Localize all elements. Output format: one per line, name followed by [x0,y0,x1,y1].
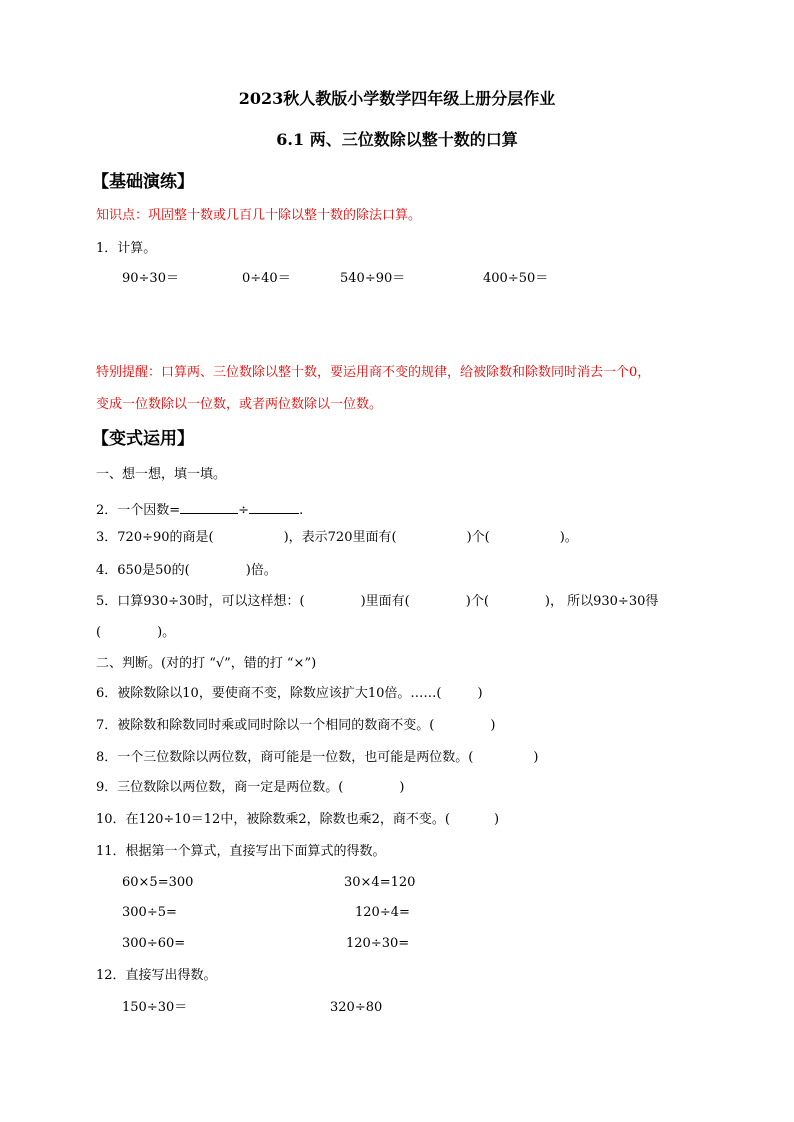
q1-item-3: 540÷90＝ [340,271,406,286]
section-heading-variant: 【变式运用】 [92,429,194,449]
question-6 [96,685,483,703]
question-4 [96,562,277,580]
q4-text-a: 4．650是50的( [96,563,190,578]
q7-text: 7．被除数和除数同时乘或同时除以一个相同的数商不变。( [96,718,435,733]
q2-text-c: . [299,503,304,518]
q2-blank-2[interactable] [249,499,299,514]
question-8 [96,749,538,767]
q3-text-b: )，表示720里面有( [283,530,397,545]
q11-left-2: 300÷5= [122,905,177,920]
question-3 [96,529,578,547]
q1-item-4: 400÷50＝ [483,271,549,286]
q7-close: ) [490,718,496,733]
q5-text-d: )， 所以930÷30得 [544,594,659,609]
q3-text-c: )个( [466,530,490,545]
q11-left-1: 60×5=300 [122,875,194,890]
question-12-label: 12．直接写出得数。 [96,968,217,983]
q5-text-e: ( [96,625,102,640]
q6-text: 6．被除数除以10，要使商不变，除数应该扩大10倍。……( [96,686,442,701]
q3-text-a: 3．720÷90的商是( [96,530,214,545]
question-5 [96,593,658,611]
q2-blank-1[interactable] [180,499,238,514]
q5-text-f: )。 [157,625,176,640]
q4-text-b: )倍。 [245,563,277,578]
part-2-heading: 二、判断。(对的打 “√”，错的打 “×”) [96,656,317,671]
q11-left-3: 300÷60= [122,936,186,951]
q11-right-1: 30×4=120 [344,875,416,890]
q9-text: 9．三位数除以两位数，商一定是两位数。( [96,780,344,795]
q2-text-b: ÷ [238,503,250,518]
question-11-label: 11．根据第一个算式，直接写出下面算式的得数。 [96,844,386,859]
question-7 [96,717,495,735]
q1-item-2: 0÷40＝ [242,271,291,286]
page-title: 2023秋人教版小学数学四年级上册分层作业 [238,89,556,108]
q12-item-2: 320÷80 [330,1000,383,1015]
reminder-line-1: 特别提醒：口算两、三位数除以整十数，要运用商不变的规律，给被除数和除数同时消去一个0， [96,365,651,380]
q3-text-d: )。 [559,530,578,545]
question-1-label: 1．计算。 [96,241,157,256]
question-10 [96,811,499,829]
q2-text-a: 2．一个因数= [96,503,181,518]
question-5-continued [96,624,175,642]
q5-text-b: )里面有( [360,594,410,609]
reminder-line-2: 变成一位数除以一位数，或者两位数除以一位数。 [96,397,383,412]
question-2 [96,499,303,520]
q6-close: ) [477,686,483,701]
q10-close: ) [493,812,500,827]
q9-close: ) [399,780,405,795]
q1-item-1: 90÷30＝ [122,271,179,286]
q11-right-2: 120÷4= [355,905,410,920]
q12-item-1: 150÷30＝ [122,1000,188,1015]
knowledge-point: 知识点：巩固整十数或几百几十除以整十数的除法口算。 [96,208,422,223]
q8-close: ) [533,750,539,765]
q11-right-3: 120÷30= [346,936,410,951]
part-1-heading: 一、想一想，填一填。 [96,467,227,482]
q5-text-c: )个( [465,594,489,609]
q10-text: 10．在120÷10＝12中，被除数乘2，除数也乘2，商不变。( [96,812,450,827]
q5-text-a: 5．口算930÷30时，可以这样想：( [96,594,305,609]
q8-text: 8．一个三位数除以两位数，商可能是一位数，也可能是两位数。( [96,750,474,765]
page-subtitle: 6.1 两、三位数除以整十数的口算 [276,130,518,149]
question-9 [96,779,404,797]
section-heading-basic: 【基础演练】 [92,172,194,192]
